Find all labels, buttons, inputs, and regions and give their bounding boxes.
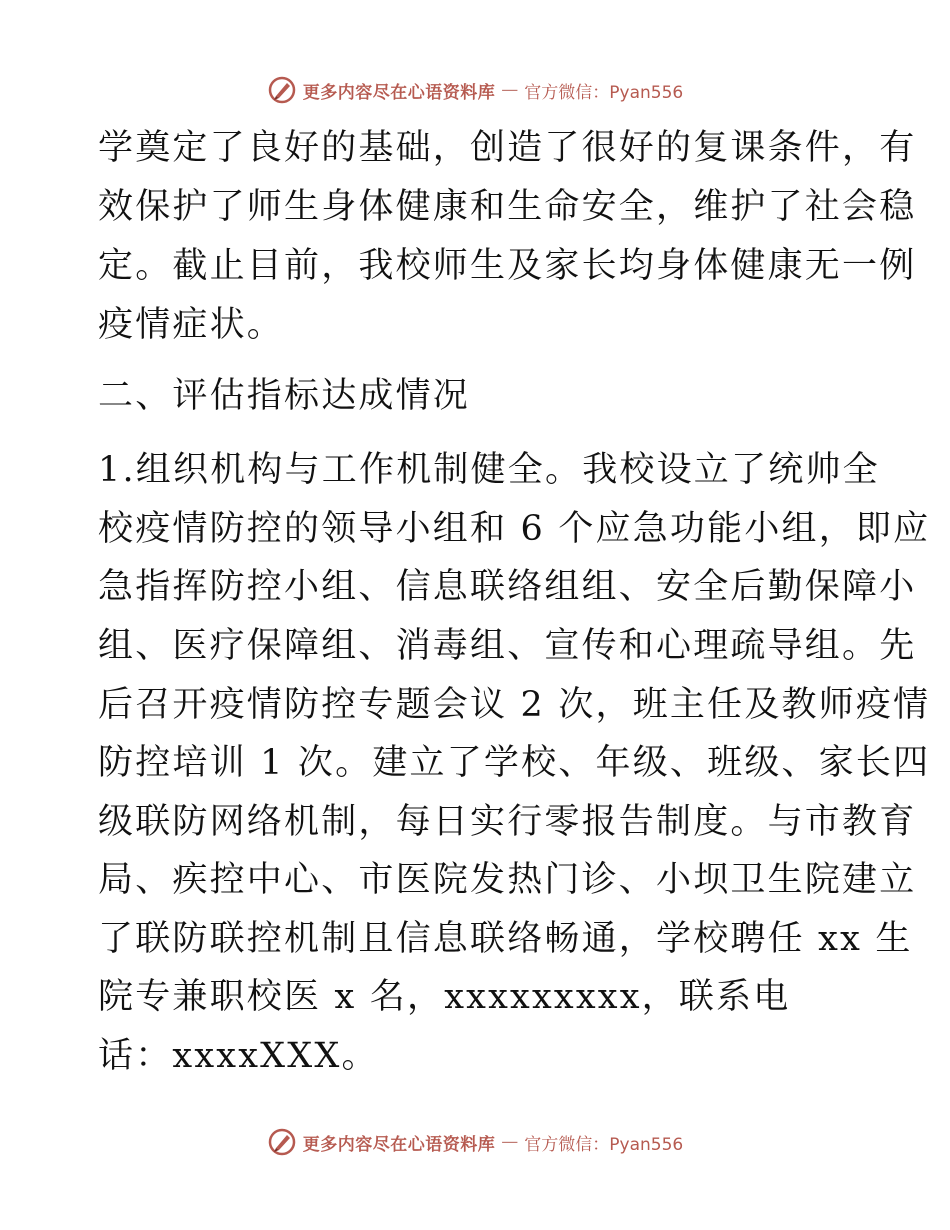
body-line: 了联防联控机制且信息联络畅通，学校聘任 xx 生 [98, 919, 913, 959]
body-line: 局、疾控中心、市医院发热门诊、小坝卫生院建立 [98, 860, 917, 900]
body-line: 级联防网络机制，每日实行零报告制度。与市教育 [98, 802, 917, 842]
body-line: 校疫情防控的领导小组和 6 个应急功能小组，即应 [98, 509, 931, 549]
body-line: 疫情症状。 [98, 305, 285, 345]
body-line: 急指挥防控小组、信息联络组组、安全后勤保障小 [98, 567, 917, 607]
footer-watermark [0, 1124, 950, 1160]
body-line: 院专兼职校医 x 名，xxxxxxxxx，联系电 [98, 977, 791, 1017]
body-line: 效保护了师生身体健康和生命安全，维护了社会稳 [98, 187, 917, 227]
watermark-brand-text: 更多内容尽在心语资料库 [302, 82, 496, 103]
body-line: 1.组织机构与工作机制健全。我校设立了统帅全 [98, 450, 880, 490]
watermark-brand-text: 更多内容尽在心语资料库 [302, 1134, 496, 1155]
body-line: 防控培训 1 次。建立了学校、年级、班级、家长四 [98, 743, 931, 783]
body-line: 后召开疫情防控专题会议 2 次，班主任及教师疫情 [98, 685, 931, 725]
header-watermark [0, 72, 950, 108]
pen-logo-icon [267, 1127, 297, 1157]
body-line: 组、医疗保障组、消毒组、宣传和心理疏导组。先 [98, 626, 917, 666]
body-line: 学奠定了良好的基础，创造了很好的复课条件，有 [98, 128, 917, 168]
watermark-dash: — [501, 80, 519, 100]
pen-logo-icon [267, 75, 297, 105]
body-line: 话：xxxxXXX。 [98, 1036, 379, 1076]
section-heading: 二、评估指标达成情况 [98, 376, 471, 416]
watermark-dash: — [501, 1132, 519, 1152]
watermark-contact-text: 官方微信：Pyan556 [524, 82, 684, 103]
watermark-contact-text: 官方微信：Pyan556 [524, 1134, 684, 1155]
body-line: 定。截止目前，我校师生及家长均身体健康无一例 [98, 246, 917, 286]
